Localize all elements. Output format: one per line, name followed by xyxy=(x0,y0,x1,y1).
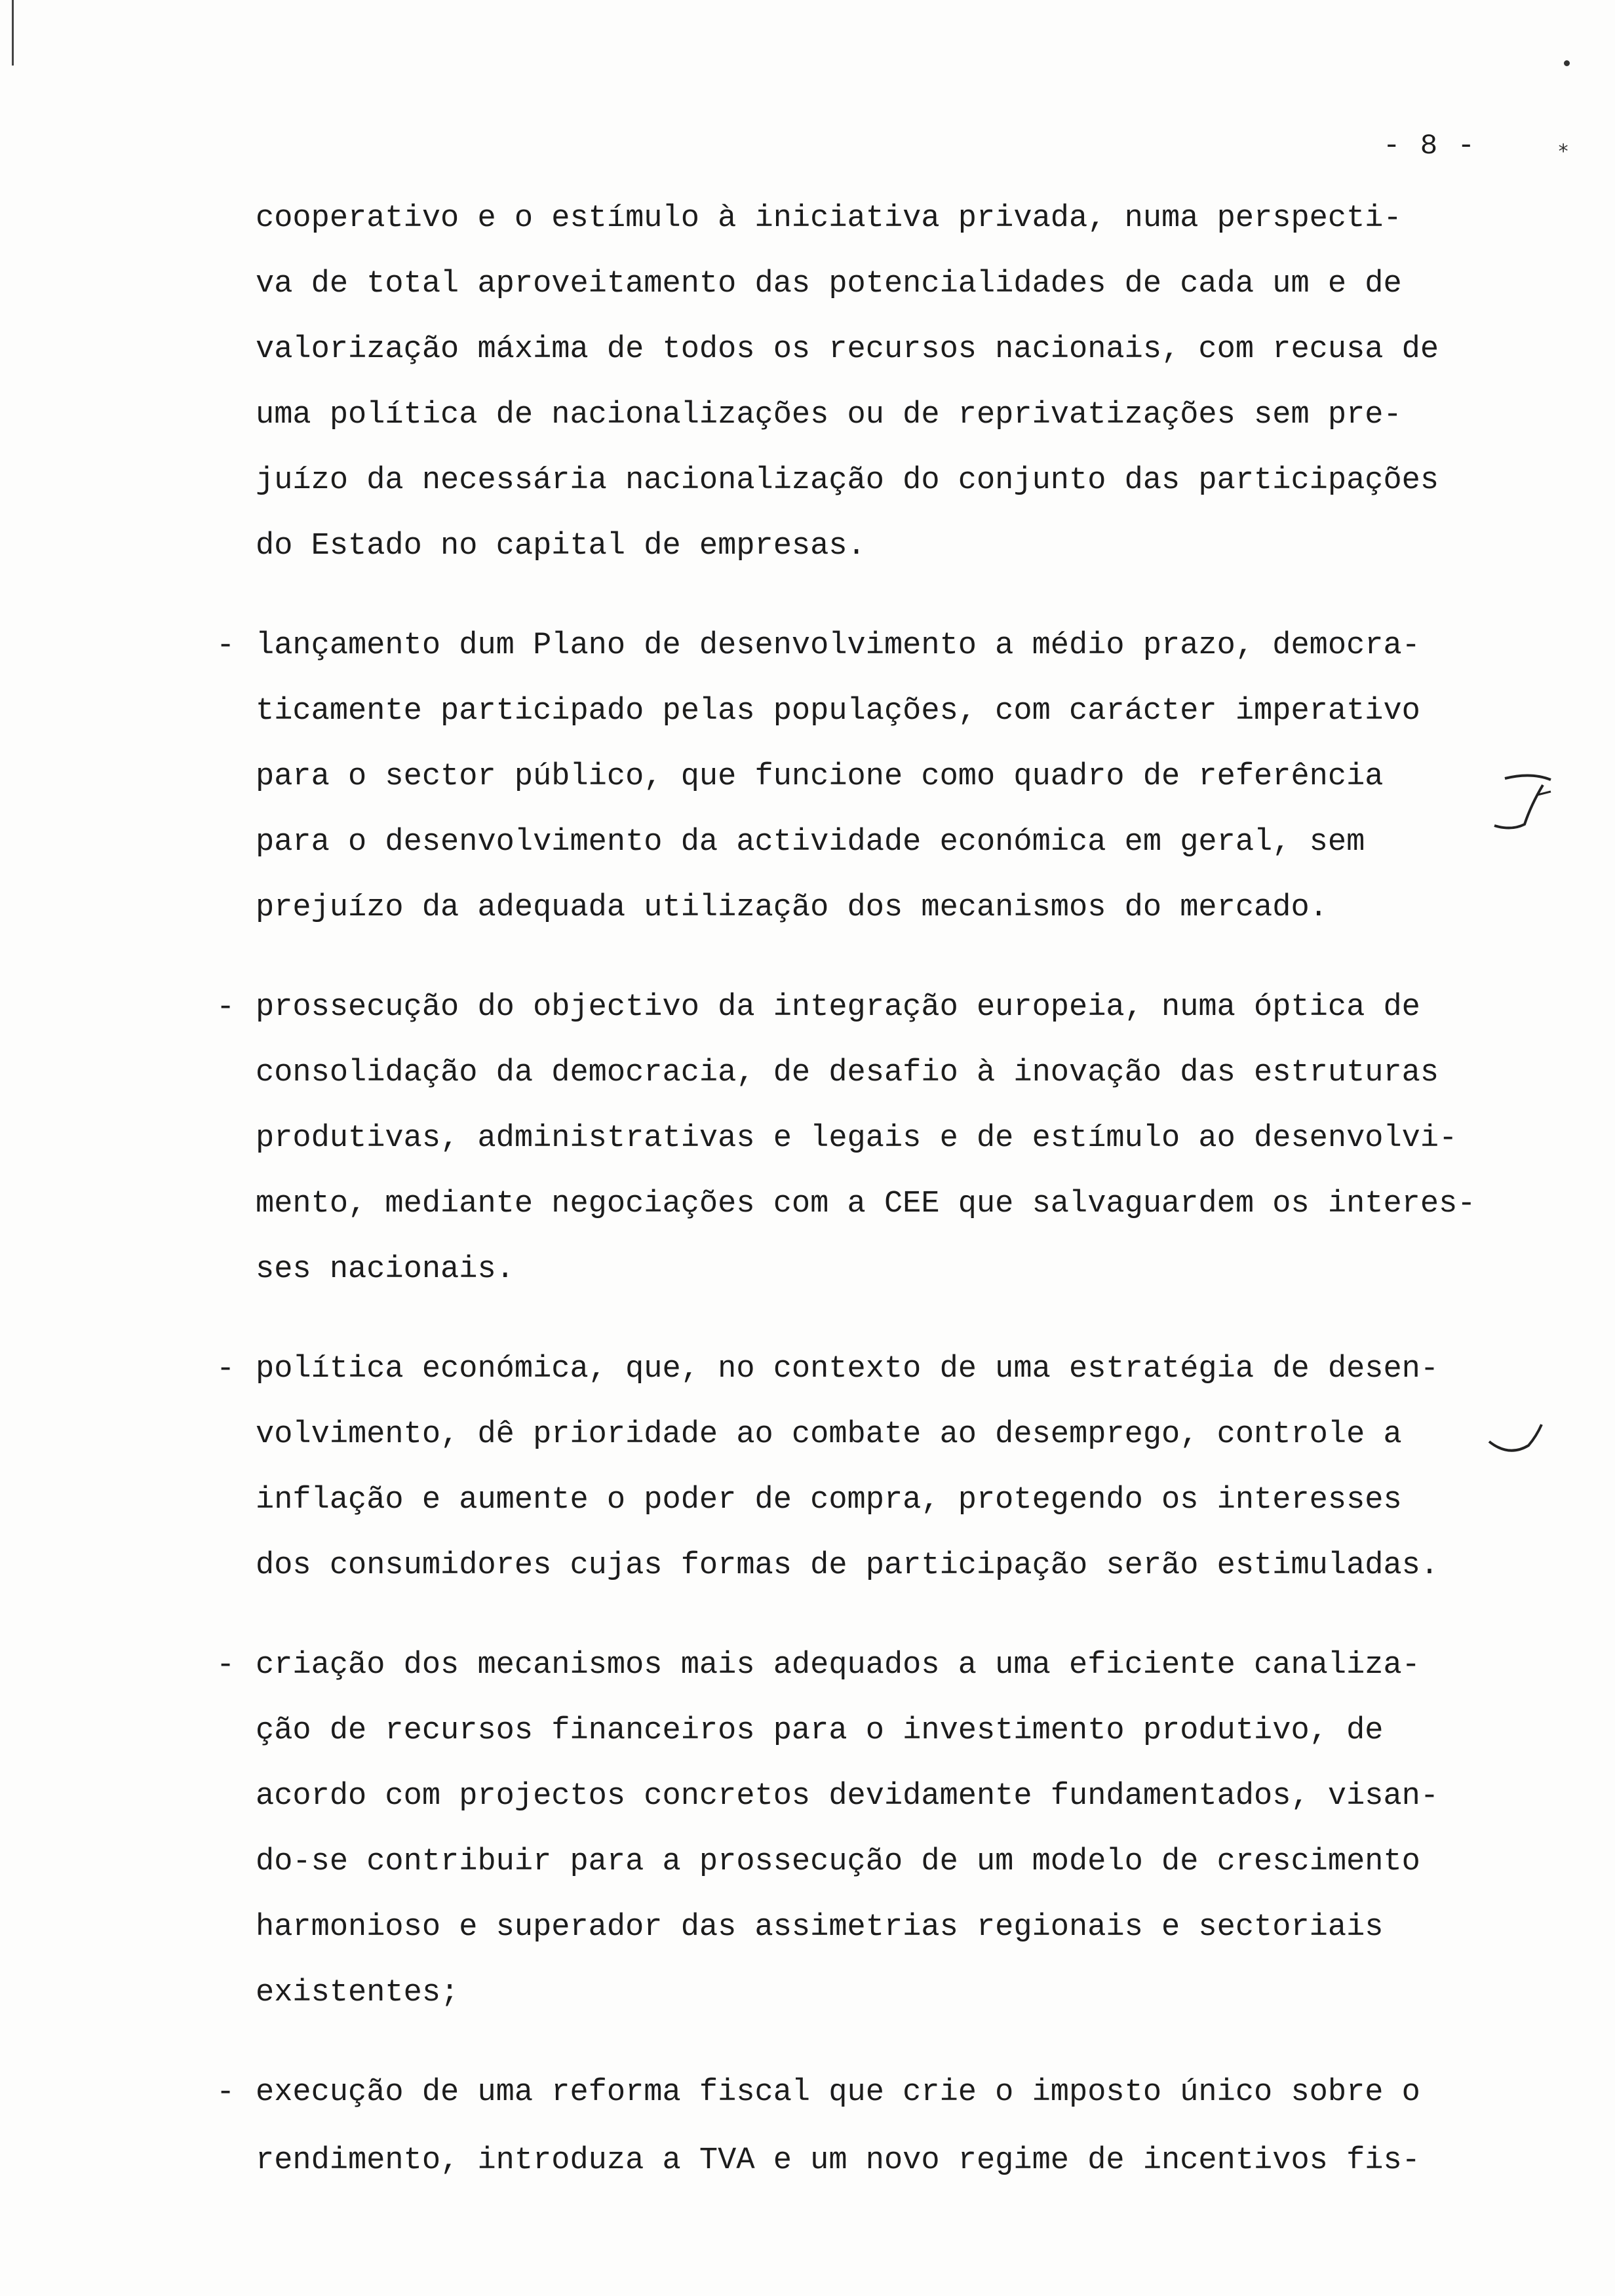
bullet-dash: - xyxy=(216,990,235,1025)
paragraph-5-line-5: harmonioso e superador das assimetrias regionais e sectoriais xyxy=(256,1910,1384,1945)
paragraph-4-line-2: volvimento, dê prioridade ao combate ao desemprego, controle a xyxy=(256,1417,1402,1452)
paragraph-1-line-2: va de total aproveitamento das potencialidades de cada um e de xyxy=(256,267,1402,301)
paragraph-5-line-4: do-se contribuir para a prossecução de um modelo de crescimento xyxy=(256,1845,1420,1879)
paragraph-1-line-4: uma política de nacionalizações ou de reprivatizações sem pre- xyxy=(256,398,1402,432)
paragraph-5-line-6: existentes; xyxy=(256,1976,459,2010)
paragraph-3-line-3: produtivas, administrativas e legais e de estímulo ao desenvolvi- xyxy=(256,1121,1458,1156)
paragraph-2-line-1: lançamento dum Plano de desenvolvimento a médio prazo, democra- xyxy=(256,628,1420,663)
margin-tick-mark xyxy=(1483,1417,1555,1469)
bullet-dash: - xyxy=(216,2075,235,2110)
paragraph-4-line-3: inflação e aumente o poder de compra, protegendo os interesses xyxy=(256,1483,1402,1518)
paragraph-3-line-1: prossecução do objectivo da integração europeia, numa óptica de xyxy=(256,990,1420,1025)
corner-dot-mark xyxy=(1564,60,1570,66)
bullet-dash: - xyxy=(216,1352,235,1387)
paragraph-4-line-1: política económica, que, no contexto de uma estratégia de desen- xyxy=(256,1352,1439,1387)
paragraph-6-line-1: execução de uma reforma fiscal que crie o imposto único sobre o xyxy=(256,2075,1420,2110)
paragraph-2-line-3: para o sector público, que funcione como quadro de referência xyxy=(256,759,1384,794)
paragraph-5-line-1: criação dos mecanismos mais adequados a uma eficiente canaliza- xyxy=(256,1648,1420,1683)
paragraph-2-line-5: prejuízo da adequada utilização dos mecanismos do mercado. xyxy=(256,890,1328,925)
paragraph-6-line-2: rendimento, introduza a TVA e um novo regime de incentivos fis- xyxy=(256,2143,1420,2178)
corner-glyph-mark: ∗ xyxy=(1557,138,1570,161)
paragraph-1-line-6: do Estado no capital de empresas. xyxy=(256,529,866,564)
margin-check-mark xyxy=(1485,765,1564,837)
binding-edge-mark xyxy=(12,0,14,66)
paragraph-2-line-2: ticamente participado pelas populações, com carácter imperativo xyxy=(256,694,1420,729)
paragraph-3-line-2: consolidação da democracia, de desafio à inovação das estruturas xyxy=(256,1056,1439,1090)
paragraph-5-line-3: acordo com projectos concretos devidamente fundamentados, visan- xyxy=(256,1779,1439,1814)
paragraph-4-line-4: dos consumidores cujas formas de participação serão estimuladas. xyxy=(256,1548,1439,1583)
page-number: - 8 - xyxy=(1383,130,1477,163)
paragraph-3-line-5: ses nacionais. xyxy=(256,1252,515,1287)
paragraph-1-line-1: cooperativo e o estímulo à iniciativa privada, numa perspecti- xyxy=(256,201,1402,236)
paragraph-2-line-4: para o desenvolvimento da actividade económica em geral, sem xyxy=(256,825,1365,860)
paragraph-3-line-4: mento, mediante negociações com a CEE que salvaguardem os interes- xyxy=(256,1187,1476,1221)
bullet-dash: - xyxy=(216,628,235,663)
bullet-dash: - xyxy=(216,1648,235,1683)
paragraph-5-line-2: ção de recursos financeiros para o investimento produtivo, de xyxy=(256,1713,1384,1748)
paragraph-1-line-3: valorização máxima de todos os recursos nacionais, com recusa de xyxy=(256,332,1439,367)
paragraph-1-line-5: juízo da necessária nacionalização do conjunto das participações xyxy=(256,463,1439,498)
